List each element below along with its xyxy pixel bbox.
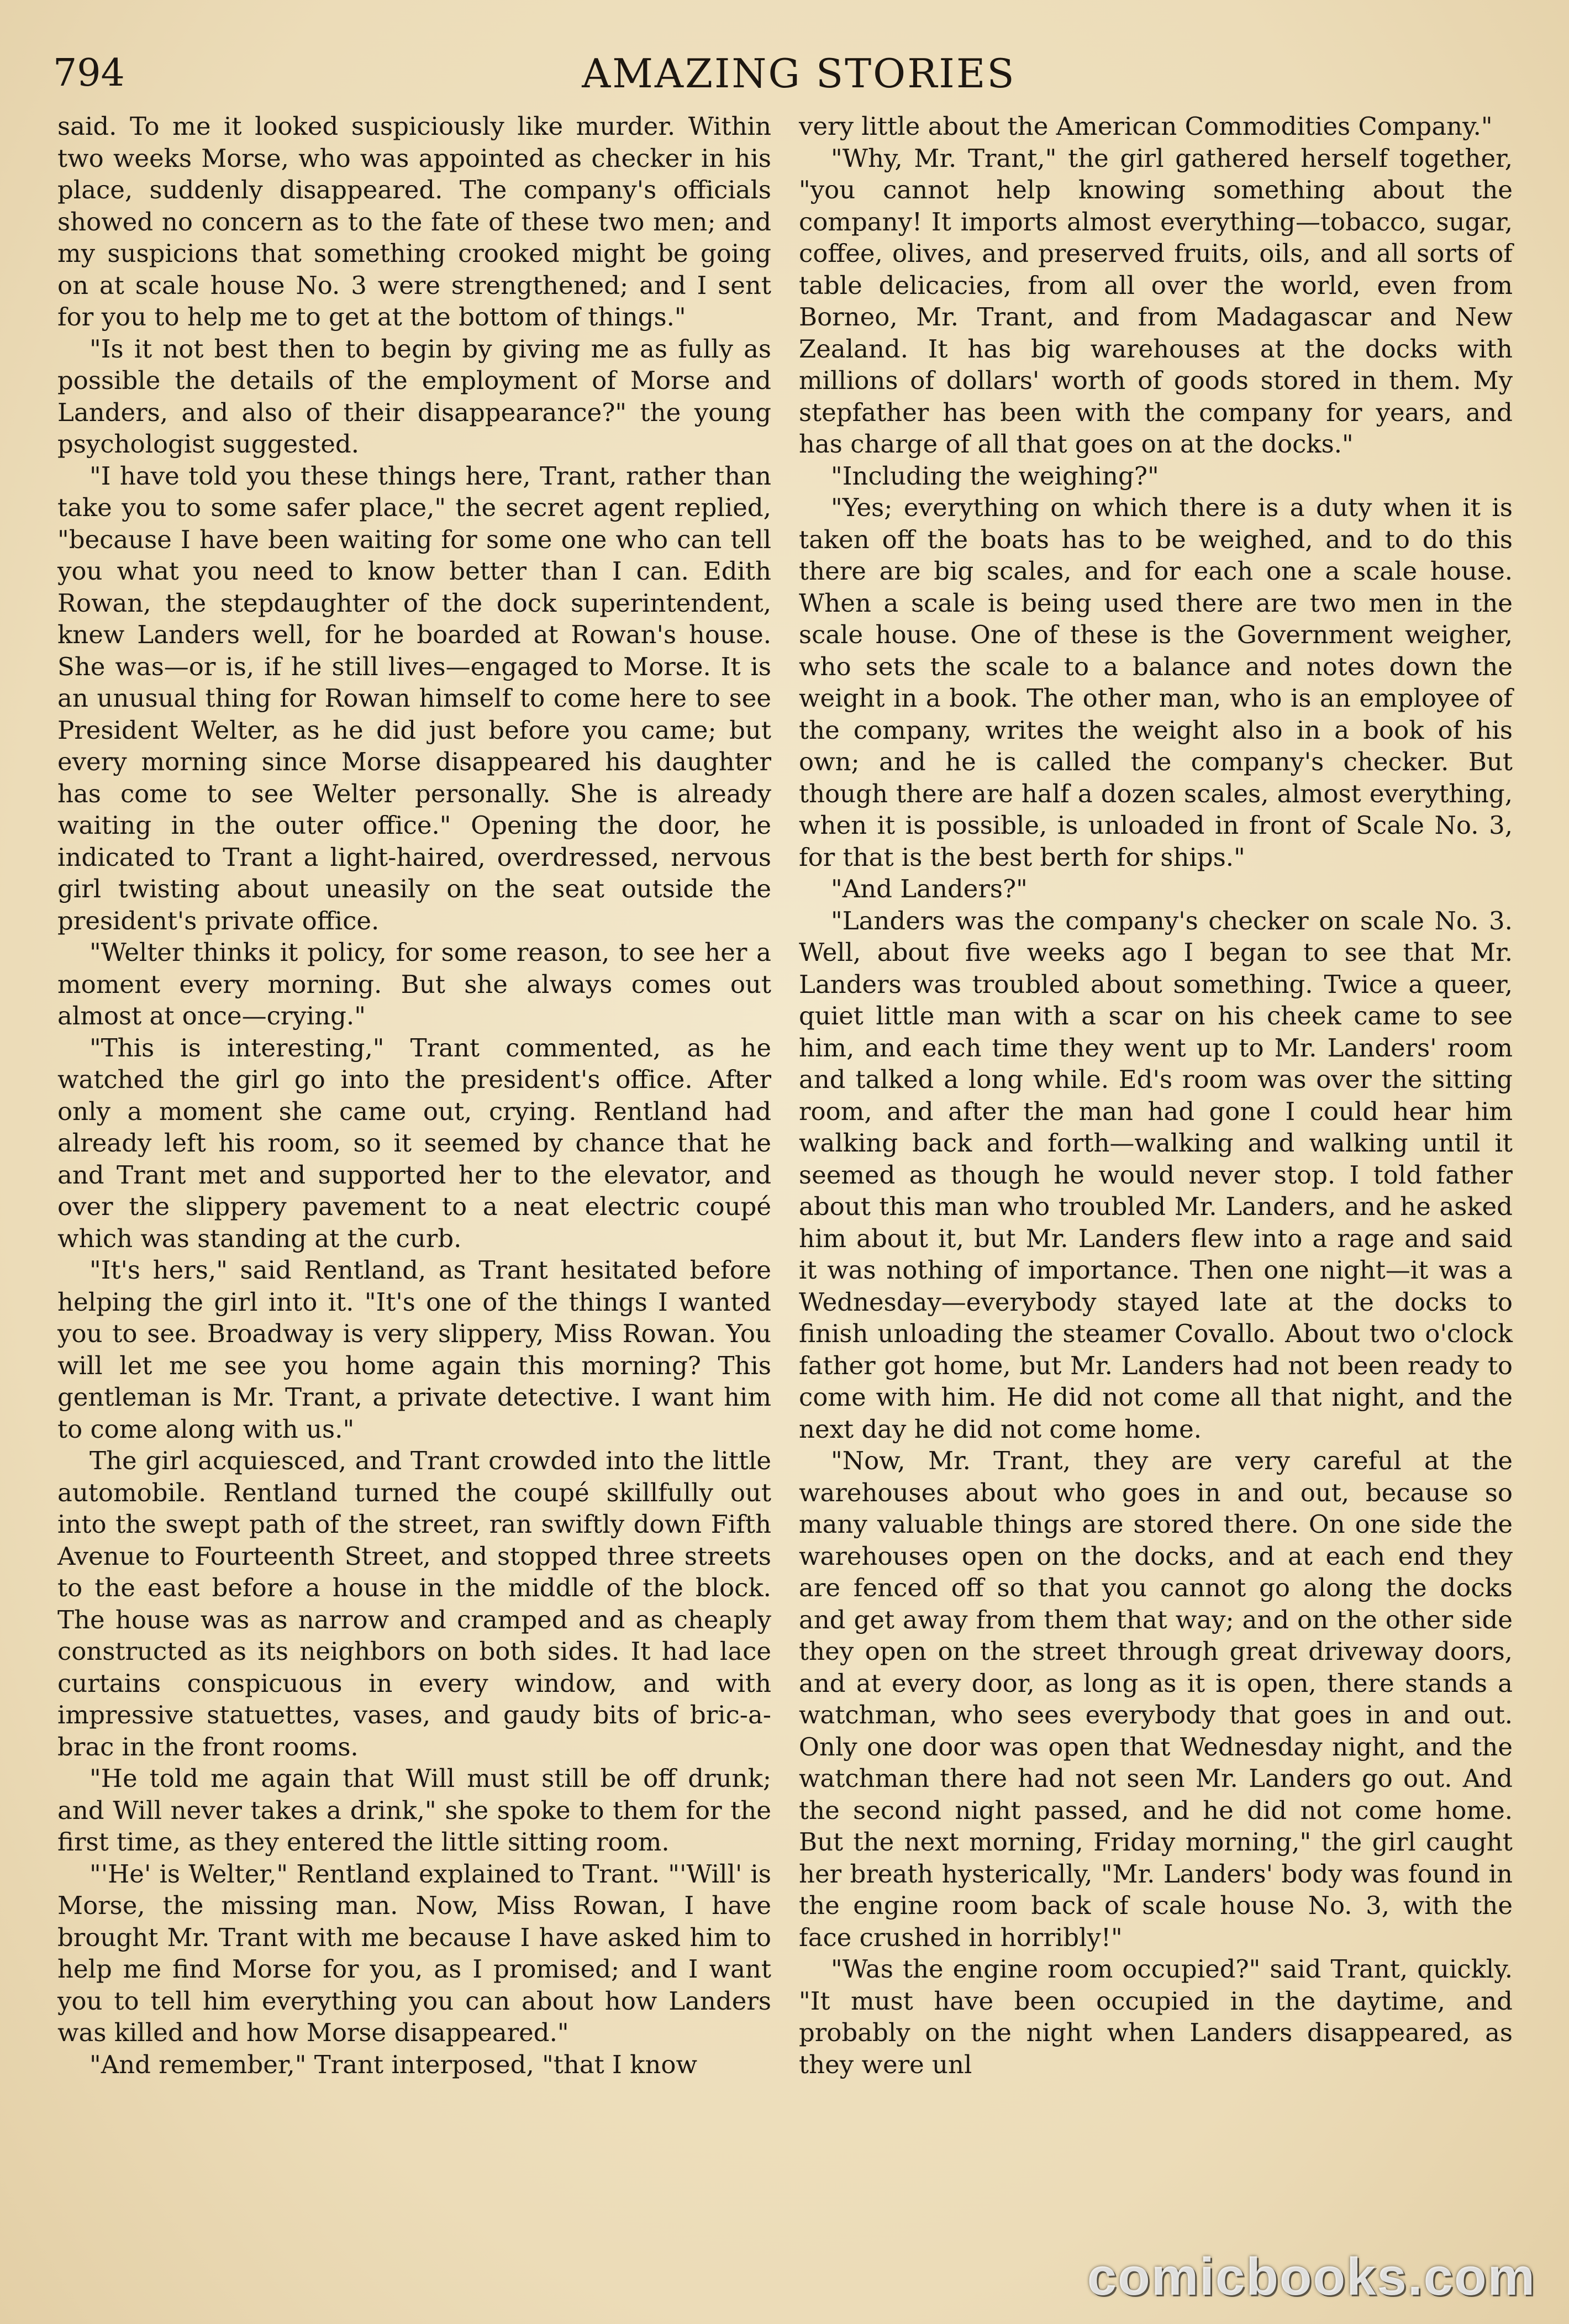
running-title: AMAZING STORIES (582, 50, 1016, 97)
paragraph: "And remember," Trant interposed, "that I know (89, 2049, 697, 2079)
paragraph: "Including the weighing?" (831, 461, 1159, 491)
watermark: comicbooks.com (1087, 2247, 1536, 2306)
paragraph: "Welter thinks it policy, for some reason, to see her a moment every morning. But she always comes out almost at once—crying." (57, 938, 771, 1030)
right-column (799, 111, 1513, 2080)
paragraph: "This is interesting," Trant commented, as he watched the girl go into the president's office. After only a moment she came out, crying. Rentland had already left his room, so it seemed by chance that he and Trant met and supported her to the elevator, and over the slippery pavement to a neat electric coupé which was standing at the curb. (57, 1033, 771, 1253)
paragraph: "Was the engine room occupied?" said Trant, quickly. "It must have been occupied in the daytime, and probably on the night when Landers disappeared, as they were unl (799, 1954, 1513, 2079)
paragraph: "Is it not best then to begin by giving me as fully as possible the details of the employment of Morse and Landers, and also of their disappearance?" the young psychologist suggested. (57, 334, 771, 459)
paragraph: "'He' is Welter," Rentland explained to Trant. "'Will' is Morse, the missing man. Now, Miss Rowan, I have brought Mr. Trant with me because I have asked him to help me find Morse for you, as I promised; and I want you to tell him everything you can about how Landers was killed and how Morse disappeared." (57, 1859, 771, 2047)
paragraph: very little about the American Commodities Company." (799, 112, 1493, 141)
paragraph: "And Landers?" (831, 874, 1028, 903)
paragraph: "Yes; everything on which there is a duty when it is taken off the boats has to be weighed, and to do this there are big scales, and for each one a scale house. When a scale is being used there are two men in the scale house. One of these is the Government weigher, who sets the scale to a balance and notes down the weight in a book. The other man, who is an employee of the company, writes the weight also in a book of his own; and he is called the company's checker. But though there are half a dozen scales, almost everything, when it is possible, is unloaded in front of Scale No. 3, for that is the best berth for ships." (799, 493, 1513, 872)
paragraph: "Landers was the company's checker on scale No. 3. Well, about five weeks ago I began to see that Mr. Landers was troubled about something. Twice a queer, quiet little man with a scar on his cheek came to see him, and each time they went up to Mr. Landers' room and talked a long while. Ed's room was over the sitting room, and after the man had gone I could hear him walking back and forth—walking and walking until it seemed as though he would never stop. I told father about this man who troubled Mr. Landers, and he asked him about it, but Mr. Landers flew into a rage and said it was nothing of importance. Then one night—it was a Wednesday—everybody stayed late at the docks to finish unloading the steamer Covallo. About two o'clock father got home, but Mr. Landers had not been ready to come with him. He did not come all that night, and the next day he did not come home. (799, 906, 1513, 1444)
paragraph: "I have told you these things here, Trant, rather than take you to some safer place," the secret agent replied, "because I have been waiting for some one who can tell you what you need to know better than I can. Edith Rowan, the stepdaughter of the dock superintendent, knew Landers well, for he boarded at Rowan's house. She was—or is, if he still lives—engaged to Morse. It is an unusual thing for Rowan himself to come here to see President Welter, as he did just before you came; but every morning since Morse disappeared his daughter has come to see Welter personally. She is already waiting in the outer office." Opening the door, he indicated to Trant a light-haired, overdressed, nervous girl twisting about uneasily on the seat outside the president's private office. (57, 461, 771, 935)
paragraph: "Now, Mr. Trant, they are very careful at the warehouses about who goes in and out, because so many valuable things are stored there. On one side the warehouses open on the docks, and at each end they are fenced off so that you cannot go along the docks and get away from them that way; and on the other side they open on the street through great driveway doors, and at every door, as long as it is open, there stands a watchman, who sees everybody that goes in and out. Only one door was open that Wednesday night, and the watchman there had not seen Mr. Landers go out. And the second night passed, and he did not come home. But the next morning, Friday morning," the girl caught her breath hysterically, "Mr. Landers' body was found in the engine room back of scale house No. 3, with the face crushed in horribly!" (799, 1446, 1513, 1952)
paragraph: "It's hers," said Rentland, as Trant hesitated before helping the girl into it. "It's one of the things I wanted you to see. Broadway is very slippery, Miss Rowan. You will let me see you home again this morning? This gentleman is Mr. Trant, a private detective. I want him to come along with us." (57, 1255, 771, 1444)
paragraph: "He told me again that Will must still be off drunk; and Will never takes a drink," she spoke to them for the first time, as they entered the little sitting room. (57, 1764, 771, 1857)
page-number: 794 (53, 51, 125, 95)
left-column (57, 111, 771, 2080)
paragraph: said. To me it looked suspiciously like murder. Within two weeks Morse, who was appointed as checker in his place, suddenly disappeared. The company's officials showed no concern as to the fate of these two men; and my suspicions that something crooked might be going on at scale house No. 3 were strengthened; and I sent for you to help me to get at the bottom of things." (57, 112, 771, 332)
paragraph: The girl acquiesced, and Trant crowded into the little automobile. Rentland turned the coupé skillfully out into the swept path of the street, ran swiftly down Fifth Avenue to Fourteenth Street, and stopped three streets to the east before a house in the middle of the block. The house was as narrow and cramped and as cheaply constructed as its neighbors on both sides. It had lace curtains conspicuous in every window, and with impressive statuettes, vases, and gaudy bits of bric-a-brac in the front rooms. (57, 1446, 771, 1762)
page-header (53, 43, 1545, 109)
paragraph: "Why, Mr. Trant," the girl gathered herself together, "you cannot help knowing something about the company! It imports almost everything—tobacco, sugar, coffee, olives, and preserved fruits, oils, and all sorts of table delicacies, from all over the world, even from Borneo, Mr. Trant, and from Madagascar and New Zealand. It has big warehouses at the docks with millions of dollars' worth of goods stored in them. My stepfather has been with the company for years, and has charge of all that goes on at the docks." (799, 143, 1513, 459)
